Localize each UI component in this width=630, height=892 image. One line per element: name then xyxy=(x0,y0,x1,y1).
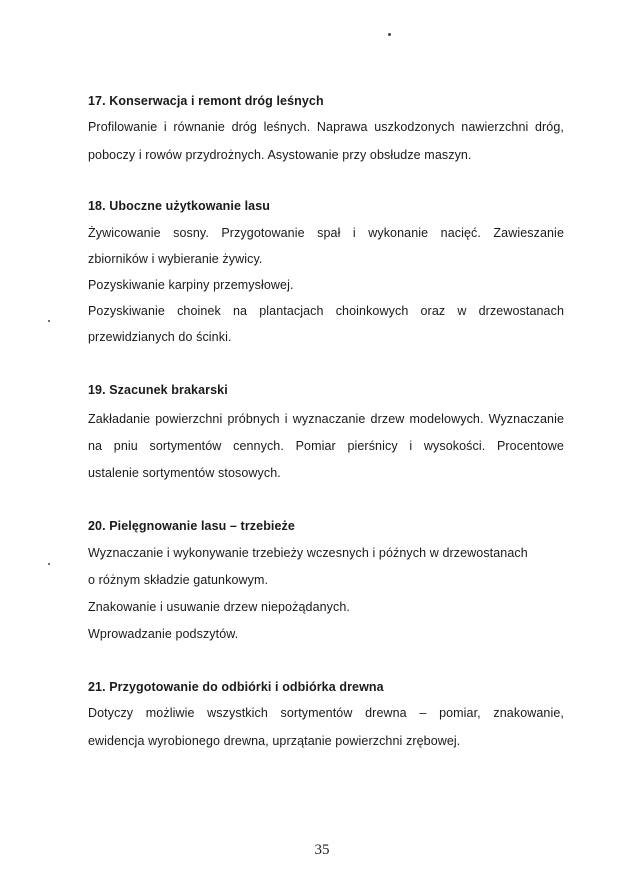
scan-speck xyxy=(48,320,50,322)
scan-speck xyxy=(48,563,50,565)
section-line: Profilowanie i równanie dróg leśnych. Naprawa uszkodzonych nawierzchni dróg, xyxy=(88,120,564,134)
section-line: Wprowadzanie podszytów. xyxy=(88,627,239,641)
section-heading: 21. Przygotowanie do odbiórki i odbiórka drewna xyxy=(88,680,384,694)
section-line: Żywicowanie sosny. Przygotowanie spał i wykonanie nacięć. Zawieszanie xyxy=(88,226,564,240)
section-line: Wyznaczanie i wykonywanie trzebieży wczesnych i późnych w drzewostanach xyxy=(88,546,528,560)
section-heading: 20. Pielęgnowanie lasu – trzebieże xyxy=(88,519,295,533)
section-line: ewidencja wyrobionego drewna, uprzątanie powierzchni zrębowej. xyxy=(88,734,461,748)
page-number: 35 xyxy=(314,842,330,858)
section-heading: 19. Szacunek brakarski xyxy=(88,383,228,397)
section-line: Pozyskiwanie karpiny przemysłowej. xyxy=(88,278,294,292)
section-19 xyxy=(88,382,564,481)
section-18 xyxy=(88,198,564,345)
section-20 xyxy=(88,518,564,642)
section-21 xyxy=(88,679,564,749)
section-line: na pniu sortymentów cennych. Pomiar pierśnicy i wysokości. Procentowe xyxy=(88,439,564,453)
section-line: poboczy i rowów przydrożnych. Asystowanie przy obsłudze maszyn. xyxy=(88,148,472,162)
section-line: o różnym składzie gatunkowym. xyxy=(88,573,269,587)
section-line: Dotyczy możliwie wszystkich sortymentów drewna – pomiar, znakowanie, xyxy=(88,706,564,720)
section-line: zbiorników i wybieranie żywicy. xyxy=(88,252,263,266)
section-line: Znakowanie i usuwanie drzew niepożądanych. xyxy=(88,600,350,614)
section-heading: 17. Konserwacja i remont dróg leśnych xyxy=(88,94,324,108)
scan-speck xyxy=(388,33,391,36)
section-line: Pozyskiwanie choinek na plantacjach choinkowych oraz w drzewostanach xyxy=(88,304,564,318)
section-line: Zakładanie powierzchni próbnych i wyznaczanie drzew modelowych. Wyznaczanie xyxy=(88,412,564,426)
section-line: przewidzianych do ścinki. xyxy=(88,330,232,344)
section-line: ustalenie sortymentów stosowych. xyxy=(88,466,281,480)
section-17 xyxy=(88,93,564,163)
section-heading: 18. Uboczne użytkowanie lasu xyxy=(88,199,271,213)
